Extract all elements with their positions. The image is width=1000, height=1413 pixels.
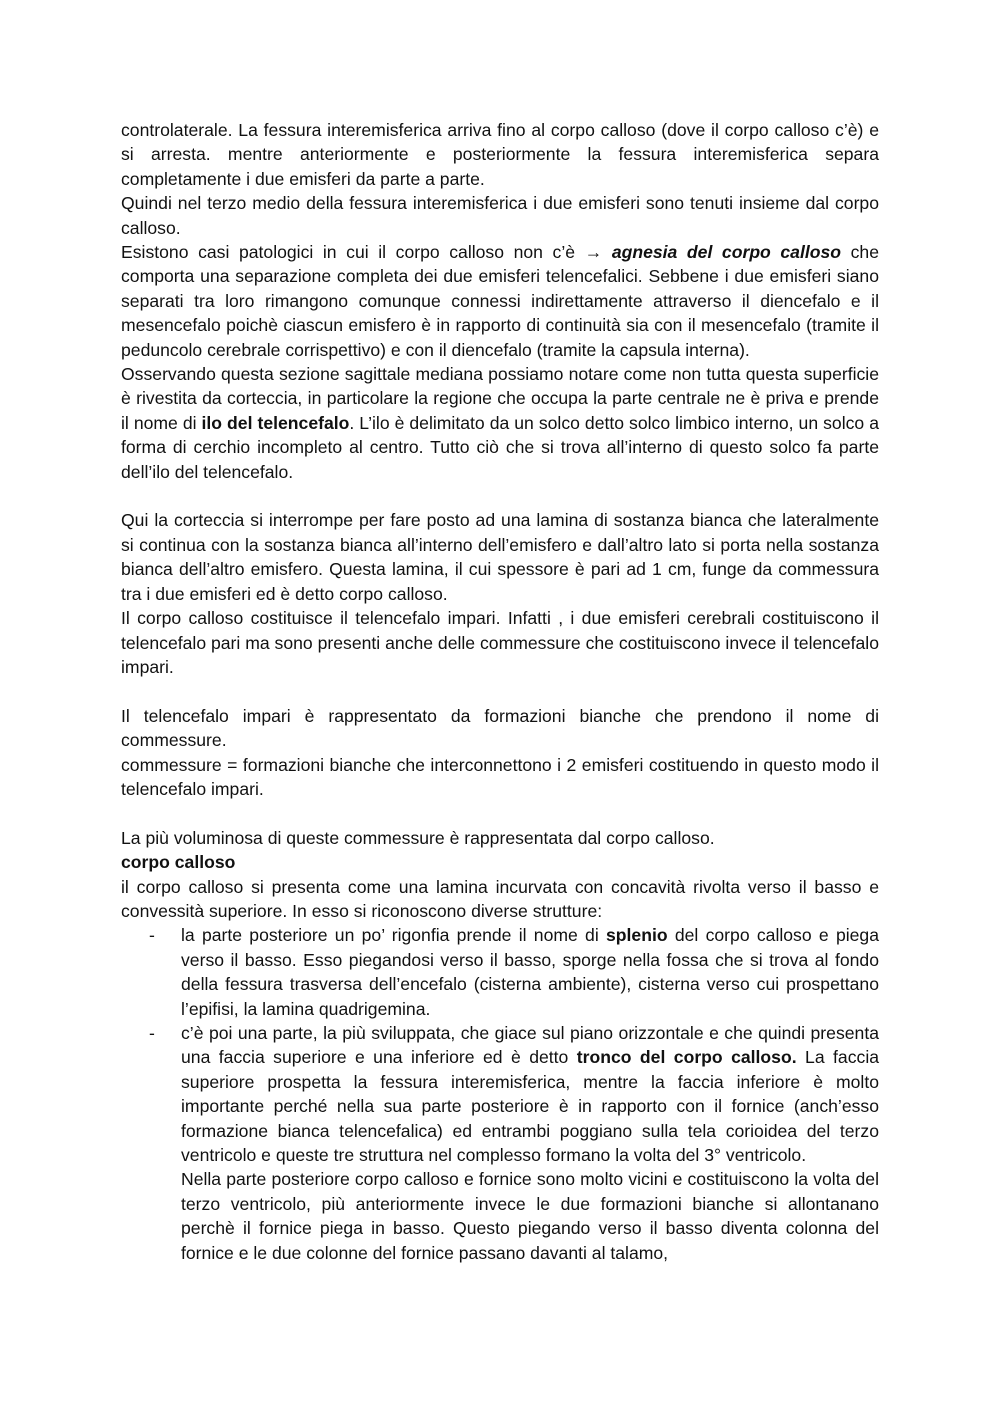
list-item-tronco (121, 1021, 879, 1265)
paragraph-commessure-definition: commessure = formazioni bianche che interconnettono i 2 emisferi costituendo in questo modo il telencefalo impari. (121, 754, 879, 799)
paragraph-ilo-text-1: Osservando questa sezione sagittale mediana possiamo notare come non tutta questa superficie è rivestita da corteccia, in particolare la regione che occupa la parte centrale ne è priva e prende il nome di (121, 364, 879, 433)
paragraph-ilo-text-2: . L’ilo è delimitato da un solco detto solco limbico interno, un solco a forma di cerchio incompleto al centro. Tutto ciò che si trova all’interno di questo solco fa parte dell’ilo del telencefalo. (121, 412, 879, 482)
blank-line (121, 801, 879, 825)
term-ilo-telencefalo: ilo del telencefalo (201, 412, 350, 433)
paragraph-terzo-medio: Quindi nel terzo medio della fessura interemisferica i due emisferi sono tenuti insieme dal corpo calloso. (121, 193, 879, 238)
structures-list (121, 923, 879, 1265)
paragraph-lamina: Qui la corteccia si interrompe per fare posto ad una lamina di sostanza bianca che lateralmente si continua con la sostanza bianca all’interno dell’emisfero e dall’altro lato si porta nella sostanza bianca dell’altro emisfero. Questa lamina, il cui spessore è pari ad 1 cm, funge da commessura tra i due emisferi ed è detto corpo calloso. (121, 510, 879, 604)
blank-line (121, 679, 879, 703)
dash-bullet: - (149, 1022, 155, 1043)
list-item-tronco-text-1: c’è poi una parte, la più sviluppata, che giace sul piano orizzontale e che quindi presenta una faccia superiore e una inferiore ed è detto (181, 1022, 879, 1068)
paragraph-agnesia (121, 240, 879, 362)
section-heading-corpo-calloso: corpo calloso (121, 852, 236, 873)
term-agnesia: agnesia del corpo calloso (611, 242, 842, 263)
list-item-splenio-text-2: del corpo calloso e piega verso il basso. Esso piegandosi verso il basso, sporge nella fossa che si trova al fondo della fessura trasversa dell’encefalo (cisterna ambiente), cisterna verso cui prospettano l’epifisi, la lamina quadrigemina. (181, 925, 879, 1019)
blank-line (121, 484, 879, 508)
paragraph-agnesia-text-2: che comporta una separazione completa dei due emisferi telencefalici. Sebbene i due emisferi siano separati tra loro rimangono comunque connessi indirettamente attraverso il diencefalo e il mesencefalo poichè ciascun emisfero è in rapporto di continuità sia con il mesencefalo (tramite il peduncolo cerebrale corrispettivo) e con il diencefalo (tramite la capsula interna). (121, 242, 879, 360)
list-item-tronco-paragraph-2: Nella parte posteriore corpo calloso e fornice sono molto vicini e costituiscono la volta del terzo ventricolo, più anteriormente invece le due formazioni bianche si allontanano perchè il fornice piega in basso. Questo piegando verso il basso diventa colonna del fornice e le due colonne del fornice passano davanti al talamo, (181, 1169, 879, 1263)
dash-bullet: - (149, 925, 155, 946)
paragraph-fessura: controlaterale. La fessura interemisferica arriva fino al corpo calloso (dove il corpo calloso c’è) e si arresta. mentre anteriormente e posteriormente la fessura interemisferica separa completamente i due emisferi da parte a parte. (121, 120, 879, 189)
list-item-splenio-text (181, 923, 879, 1021)
term-splenio: splenio (606, 925, 668, 946)
list-item-tronco-text (181, 1021, 879, 1167)
list-item-splenio (121, 923, 879, 1021)
paragraph-corpo-calloso-intro: il corpo calloso si presenta come una lamina incurvata con concavità rivolta verso il basso e convessità superiore. In esso si riconoscono diverse strutture: (121, 876, 879, 921)
list-item-tronco-text-2: La faccia superiore prospetta la fessura interemisferica, mentre la faccia inferiore è molto importante perché nella sua parte posteriore è in rapporto con il fornice (anch’esso formazione bianca telencefalica) ed entrambi poggiano sulla tela corioidea del terzo ventricolo e queste tre struttura nel complesso formano la volta del 3° ventricolo. (181, 1047, 880, 1166)
paragraph-telencefalo-impari: Il corpo calloso costituisce il telencefalo impari. Infatti , i due emisferi cerebrali costituiscono il telencefalo pari ma sono presenti anche delle commessure che costituiscono invece il telencefalo impari. (121, 608, 879, 677)
paragraph-piu-voluminosa: La più voluminosa di queste commessure è rappresentata dal corpo calloso. (121, 827, 715, 848)
term-tronco: tronco del corpo calloso. (576, 1047, 797, 1068)
list-item-splenio-text-1: la parte posteriore un po’ rigonfia prende il nome di (181, 925, 607, 946)
paragraph-ilo (121, 362, 879, 484)
paragraph-commessure: Il telencefalo impari è rappresentato da formazioni bianche che prendono il nome di commessure. (121, 705, 879, 751)
paragraph-agnesia-text-1: Esistono casi patologici in cui il corpo calloso non c’è → (121, 242, 612, 263)
